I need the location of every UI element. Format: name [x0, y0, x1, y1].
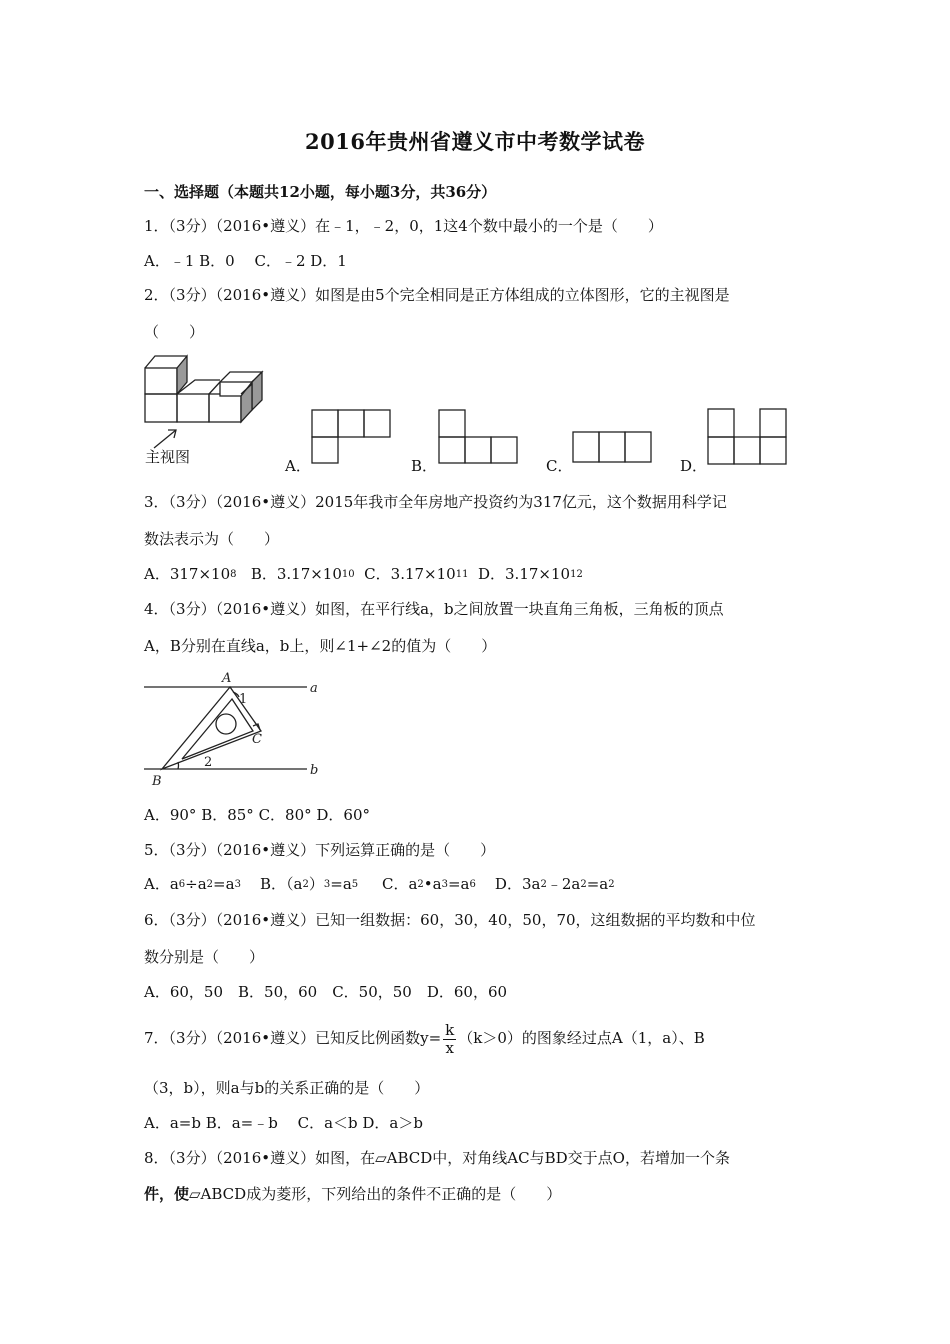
q5-d-part2: ﹣2a	[546, 875, 581, 893]
q5-b-exp2: 3	[323, 879, 331, 890]
question-7-stem	[144, 1018, 705, 1058]
q3-option-c-exponent: 11	[455, 569, 469, 580]
question-2-option-a-figure	[311, 409, 393, 465]
label-b-vertex: B	[152, 774, 162, 789]
question-8-stem: 8．（3分）（2016•遵义）如图，在▱ABCD中，对角线AC与BD交于点O，若增加一个条	[144, 1149, 730, 1167]
q8-stem-bold: 件，使	[144, 1185, 190, 1203]
q5-a-part1: A．a	[144, 875, 179, 893]
question-2-option-c-figure	[572, 431, 654, 465]
q7-fraction	[443, 1022, 456, 1057]
question-5-options	[144, 874, 615, 894]
question-7-stem-cont: （3，b），则a与b的关系正确的是（ ）	[144, 1079, 430, 1097]
question-2-option-b-figure	[438, 409, 520, 465]
q5-c-part3: =a	[447, 875, 470, 893]
question-8-stem-cont	[144, 1184, 561, 1204]
q3-option-b-exponent: 10	[341, 569, 355, 580]
q5-d-part1: D．3a	[494, 875, 541, 893]
question-7-options: A．a=b B．a=﹣b C．a＜b D．a＞b	[144, 1114, 423, 1132]
q5-a-part3: =a	[213, 875, 235, 893]
q5-c-exp1: 2	[417, 879, 424, 890]
q3-option-c: C．3.17×10	[364, 565, 456, 583]
q5-d-exp3: 2	[608, 879, 615, 890]
question-2-option-c: C．	[546, 457, 573, 475]
q5-b-exp1: 2	[302, 879, 309, 890]
question-3-stem-cont: 数法表示为（ ）	[144, 530, 280, 548]
label-line-a: a	[310, 681, 318, 696]
question-3-options	[144, 564, 583, 584]
q5-b-exp3: 5	[351, 879, 359, 890]
q3-option-d-exponent: 12	[570, 569, 583, 580]
q8-stem-rest: ▱ABCD成为菱形，下列给出的条件不正确的是（ ）	[189, 1185, 562, 1203]
q5-a-exp2: 2	[206, 879, 214, 890]
page-title: 2016年贵州省遵义市中考数学试卷	[305, 129, 645, 154]
q7-stem-end: （k＞0）的图象经过点A（1，a）、B	[458, 1029, 705, 1047]
q5-a-part2: ÷a	[185, 875, 207, 893]
question-4-stem-cont: A，B分别在直线a，b上，则∠1+∠2的值为（ ）	[144, 637, 497, 655]
q3-option-a-exponent: 8	[230, 569, 237, 580]
question-6-stem-cont: 数分别是（ ）	[144, 948, 265, 966]
question-6-options: A．60，50 B．50，60 C．50，50 D．60，60	[144, 983, 508, 1001]
label-c-vertex: C	[252, 732, 262, 747]
question-4-figure	[142, 668, 332, 790]
section-heading: 一、选择题（本题共12小题，每小题3分，共36分）	[144, 183, 497, 201]
question-4-stem: 4．（3分）（2016•遵义）如图，在平行线a，b之间放置一块直角三角板，三角板的顶点	[144, 600, 724, 618]
question-2-stem-cont: （ ）	[144, 323, 205, 341]
question-2-option-d-figure	[707, 408, 789, 466]
question-2-option-d: D．	[680, 457, 708, 475]
q5-b-part1: B．（a	[260, 875, 303, 893]
q5-b-part3: =a	[330, 875, 352, 893]
question-2-figure-caption: 主视图	[145, 448, 191, 466]
q5-c-part1: C．a	[381, 875, 418, 893]
question-1-options: A．﹣1 B．0 C．﹣2 D．1	[144, 252, 347, 270]
q5-d-exp2: 2	[580, 879, 587, 890]
question-2-option-b: B．	[411, 457, 438, 475]
q5-c-exp2: 3	[441, 879, 448, 890]
q5-c-exp3: 6	[469, 879, 476, 890]
question-3-stem: 3．（3分）（2016•遵义）2015年我市全年房地产投资约为317亿元，这个数据用科学记	[144, 493, 727, 511]
question-1-stem: 1．（3分）（2016•遵义）在﹣1，﹣2，0，1这4个数中最小的一个是（ ）	[144, 217, 663, 235]
q5-d-part3: =a	[586, 875, 609, 893]
label-a-vertex: A	[222, 671, 232, 686]
q5-d-exp1: 2	[540, 879, 547, 890]
q5-a-exp3: 3	[234, 879, 241, 890]
q3-option-d: D．3.17×10	[477, 565, 571, 583]
q5-c-part2: •a	[423, 875, 442, 893]
label-angle-1: 1	[239, 692, 248, 707]
label-line-b: b	[310, 763, 319, 778]
question-4-options: A．90° B．85° C．80° D．60°	[144, 806, 371, 824]
q7-fraction-numerator: k	[445, 1020, 455, 1039]
question-2-stem: 2．（3分）（2016•遵义）如图是由5个完全相同是正方体组成的立体图形，它的主视图是	[144, 286, 730, 304]
q3-option-a: A．317×10	[144, 565, 231, 583]
question-6-stem: 6．（3分）（2016•遵义）已知一组数据：60，30，40，50，70，这组数据的平均数和中位	[144, 911, 756, 929]
q5-a-exp1: 6	[178, 879, 186, 890]
q3-option-b: B．3.17×10	[250, 565, 342, 583]
question-2-option-a: A．	[285, 457, 311, 475]
q5-b-part2: ）	[308, 875, 324, 893]
label-angle-2: 2	[204, 755, 213, 770]
q7-fraction-denominator: x	[445, 1038, 454, 1057]
q7-stem-start: 7．（3分）（2016•遵义）已知反比例函数y=	[144, 1029, 442, 1047]
question-5-stem: 5．（3分）（2016•遵义）下列运算正确的是（ ）	[144, 841, 496, 859]
